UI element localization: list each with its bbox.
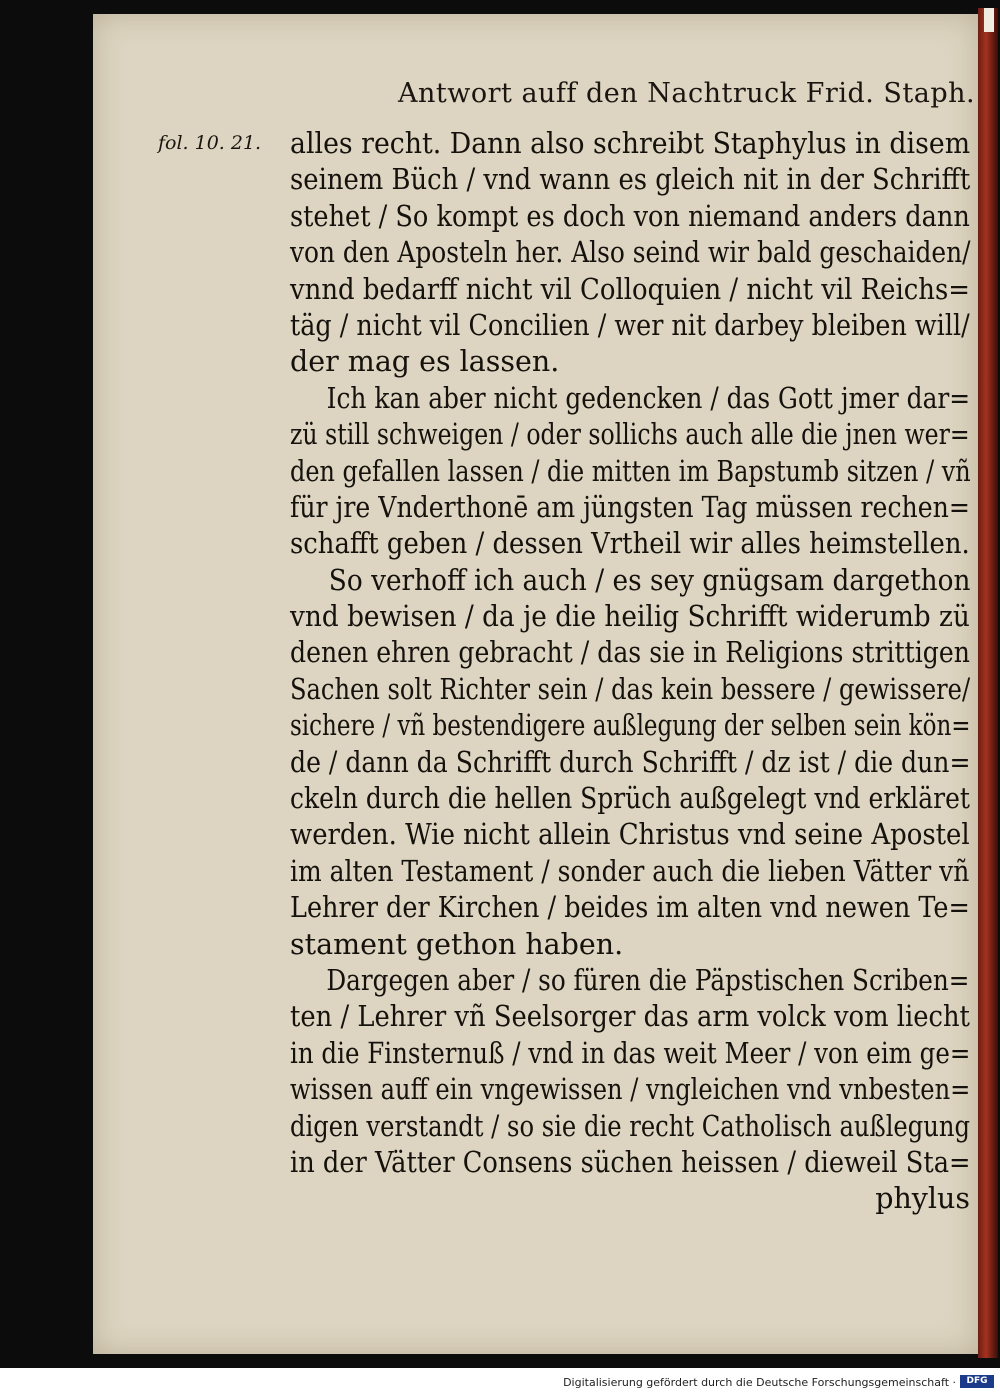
- text-line: der mag es lassen.: [290, 345, 560, 379]
- text-line: denen ehren gebracht / das sie in Religions strittigen: [290, 636, 970, 670]
- footer-bar: [0, 1368, 1000, 1393]
- text-line: schafft geben / dessen Vrtheil wir alles heimstellen.: [290, 527, 970, 561]
- text-line: So verhoff ich auch / es sey gnügsam dargethon: [328, 563, 971, 597]
- dfg-logo-icon: DFG: [960, 1375, 994, 1388]
- text-line: wissen auff ein vngewissen / vngleichen vnd vnbesten=: [290, 1073, 971, 1107]
- text-line: von den Aposteln her. Also seind wir bald geschaiden/: [290, 236, 971, 270]
- text-line: digen verstandt / so sie die recht Catholisch außlegung: [290, 1109, 970, 1143]
- text-line: vnd bewisen / da je die heilig Schrifft widerumb zü: [290, 600, 970, 634]
- text-line: den gefallen lassen / die mitten im Bapstumb sitzen / vñ: [290, 454, 971, 488]
- text-line: ten / Lehrer vñ Seelsorger das arm volck vom liecht: [290, 1000, 970, 1034]
- text-line: vnnd bedarff nicht vil Colloquien / nicht vil Reichs=: [290, 272, 970, 306]
- text-line: seinem Büch / vnd wann es gleich nit in der Schrifft: [290, 163, 971, 197]
- text-line: werden. Wie nicht allein Christus vnd seine Apostel: [290, 818, 970, 852]
- catchword: phylus: [875, 1182, 970, 1216]
- text-line: Sachen solt Richter sein / das kein bessere / gewissere/: [290, 672, 971, 706]
- page-edge-mark: [984, 8, 994, 32]
- text-line: täg / nicht vil Concilien / wer nit darbey bleiben will/: [290, 308, 970, 342]
- text-line: sichere / vñ bestendigere außlegung der selben sein kön=: [290, 709, 971, 743]
- body-text: [290, 126, 970, 1218]
- text-line: für jre Vnderthonē am jüngsten Tag müssen rechen=: [290, 490, 970, 524]
- text-line: Dargegen aber / so füren die Päpstischen Scriben=: [326, 963, 970, 997]
- text-line: zü still schweigen / oder sollichs auch alle die jnen wer=: [290, 418, 970, 452]
- text-line: Ich kan aber nicht gedencken / das Gott jmer dar=: [326, 381, 971, 415]
- text-line: in der Vätter Consens süchen heissen / dieweil Sta=: [290, 1145, 971, 1179]
- text-line: stament gethon haben.: [290, 927, 624, 961]
- text-line: ckeln durch die hellen Sprüch außgelegt vnd erkläret: [290, 782, 970, 816]
- text-line: Lehrer der Kirchen / beides im alten vnd newen Te=: [290, 891, 970, 925]
- marginal-note: fol. 10. 21.: [158, 132, 262, 154]
- text-line: im alten Testament / sonder auch die lieben Vätter vñ: [290, 854, 970, 888]
- footer-credit: Digitalisierung gefördert durch die Deutsche Forschungsgemeinschaft ·: [563, 1376, 956, 1389]
- text-line: stehet / So kompt es doch von niemand anders dann: [290, 199, 970, 233]
- text-line: alles recht. Dann also schreibt Staphylus in disem: [290, 127, 971, 160]
- running-head: Antwort auff den Nachtruck Frid. Staph.: [398, 78, 976, 109]
- text-line: de / dann da Schrifft durch Schrifft / dz ist / die dun=: [290, 745, 971, 779]
- text-line: in die Finsternuß / vnd in das weit Meer / von eim ge=: [290, 1036, 971, 1070]
- page-edge: [978, 8, 998, 1358]
